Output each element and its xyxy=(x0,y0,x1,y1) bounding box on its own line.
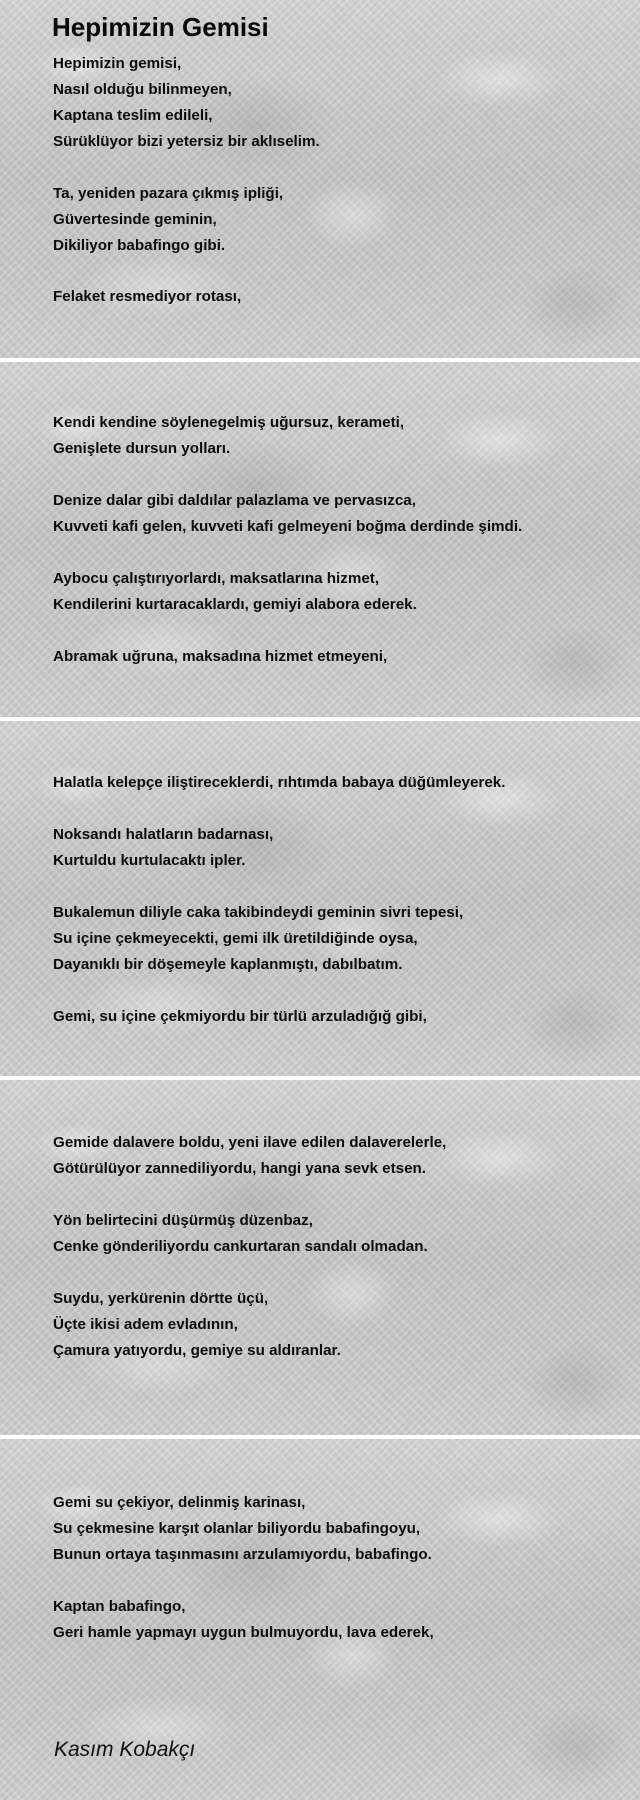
stanza-4 xyxy=(53,410,404,462)
poem-line: Dayanıklı bir döşemeyle kaplanmıştı, dabılbatım. xyxy=(53,956,403,973)
stanza-7 xyxy=(53,644,387,670)
poem-line: Gemi, su içine çekmiyordu bir türlü arzuladığığ gibi, xyxy=(53,1008,427,1025)
poem-line: Kaptana teslim edileli, xyxy=(53,107,213,124)
poem-line: Felaket resmediyor rotası, xyxy=(53,288,242,305)
stanza-6 xyxy=(53,566,417,618)
poem-line: Denize dalar gibi daldılar palazlama ve pervasızca, xyxy=(53,492,416,509)
stanza-11 xyxy=(53,1004,427,1030)
stanza-12 xyxy=(53,1130,446,1182)
poem-line: Halatla kelepçe iliştireceklerdi, rıhtımda babaya düğümleyerek. xyxy=(53,774,506,791)
stanza-9 xyxy=(53,822,273,874)
poem-title: Hepimizin Gemisi xyxy=(52,12,269,42)
poem-line: Suydu, yerkürenin dörtte üçü, xyxy=(53,1290,269,1307)
poem-line: Güvertesinde geminin, xyxy=(53,211,217,228)
stanza-1 xyxy=(53,51,320,155)
poem-line: Kaptan babafingo, xyxy=(53,1598,186,1615)
poem-line: Aybocu çalıştırıyorlardı, maksatlarına hizmet, xyxy=(53,570,380,587)
poem-line: Su çekmesine karşıt olanlar biliyordu babafingoyu, xyxy=(53,1520,421,1537)
stanza-13 xyxy=(53,1208,428,1260)
stanza-16 xyxy=(53,1594,434,1646)
poem-line: Cenke gönderiliyordu cankurtaran sandalı olmadan. xyxy=(53,1238,428,1255)
poem-line: Genişlete dursun yolları. xyxy=(53,440,231,457)
poem-line: Sürüklüyor bizi yetersiz bir aklıselim. xyxy=(53,133,320,150)
stanza-2 xyxy=(53,181,283,259)
stanza-10 xyxy=(53,900,463,978)
stanza-15 xyxy=(53,1490,432,1568)
poem-line: Noksandı halatların badarnası, xyxy=(53,826,274,843)
stanza-8 xyxy=(53,770,505,796)
poem-line: Götürülüyor zannediliyordu, hangi yana sevk etsen. xyxy=(53,1160,427,1177)
poem-line: Yön belirtecini düşürmüş düzenbaz, xyxy=(53,1212,313,1229)
poem-line: Nasıl olduğu bilinmeyen, xyxy=(53,81,232,98)
poem-line: Abramak uğruna, maksadına hizmet etmeyeni, xyxy=(53,648,388,665)
poem-line: Kurtuldu kurtulacaktı ipler. xyxy=(53,852,246,869)
poem-line: Üçte ikisi adem evladının, xyxy=(53,1316,238,1333)
author-name: Kasım Kobakçı xyxy=(54,1738,196,1761)
stanza-5 xyxy=(53,488,522,540)
stanza-14 xyxy=(53,1286,341,1364)
stanza-3 xyxy=(53,284,241,310)
poem-line: Su içine çekmeyecekti, gemi ilk üretildiğinde oysa, xyxy=(53,930,418,947)
poem-line: Kendilerini kurtaracaklardı, gemiyi alabora ederek. xyxy=(53,596,417,613)
poem-line: Gemi su çekiyor, delinmiş karinası, xyxy=(53,1494,306,1511)
poem-line: Dikiliyor babafingo gibi. xyxy=(53,237,226,254)
poem-line: Bunun ortaya taşınmasını arzulamıyordu, babafingo. xyxy=(53,1546,432,1563)
poem-line: Ta, yeniden pazara çıkmış ipliği, xyxy=(53,185,284,202)
poem-line: Geri hamle yapmayı uygun bulmuyordu, lava ederek, xyxy=(53,1624,434,1641)
poem-line: Bukalemun diliyle caka takibindeydi geminin sivri tepesi, xyxy=(53,904,464,921)
poem-line: Hepimizin gemisi, xyxy=(53,55,182,72)
poem-line: Kendi kendine söylenegelmiş uğursuz, kerameti, xyxy=(53,414,405,431)
poem-line: Kuvveti kafi gelen, kuvveti kafi gelmeyeni boğma derdinde şimdi. xyxy=(53,518,523,535)
poem-line: Gemide dalavere boldu, yeni ilave edilen dalaverelerle, xyxy=(53,1134,447,1151)
poem-line: Çamura yatıyordu, gemiye su aldıranlar. xyxy=(53,1342,341,1359)
